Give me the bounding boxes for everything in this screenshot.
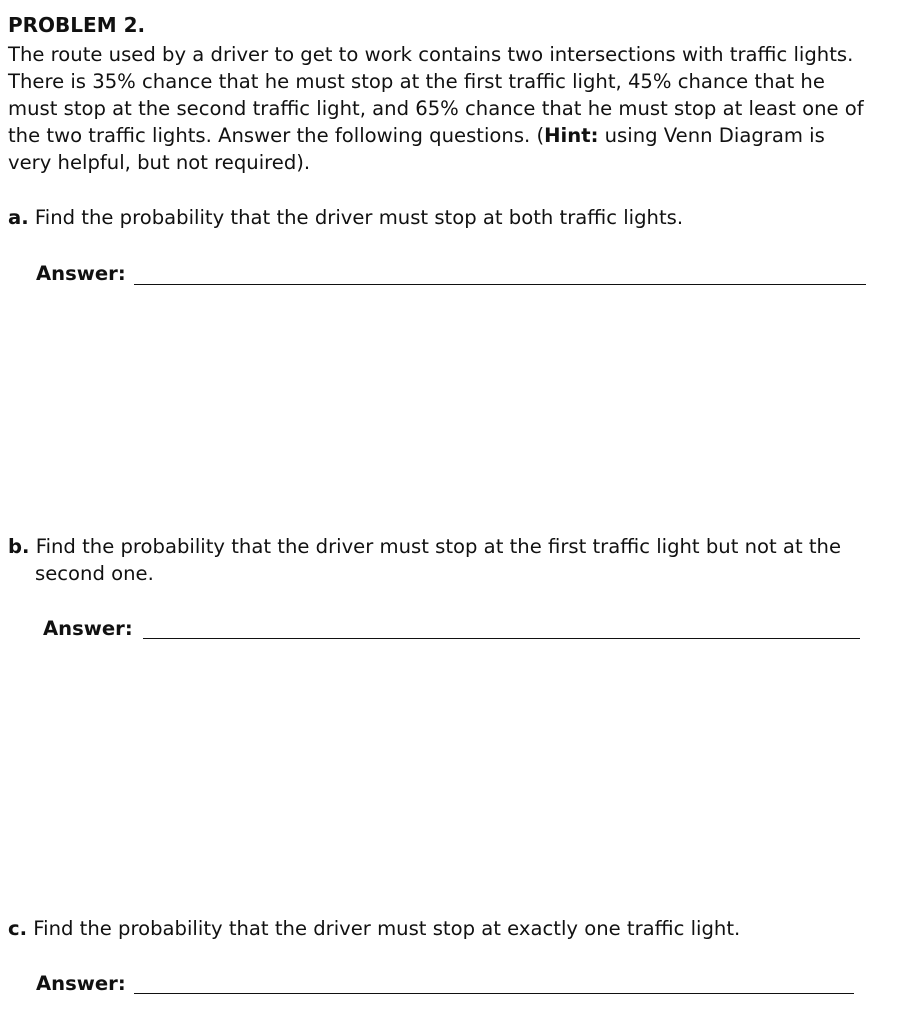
problem-text-line-1: The route used by a driver to get to work contains two intersections with traffic lights. [8,43,854,66]
question-b-text-line-2: second one. [35,562,154,585]
question-c-letter: c. [8,917,28,940]
problem-text-line-2: There is 35% chance that he must stop at the first traffic light, 45% chance that he [8,70,825,93]
question-c [8,915,740,942]
question-a [8,204,683,231]
question-b [8,533,841,560]
hint-text: using Venn Diagram is [598,124,825,147]
answer-a-label: Answer: [36,262,126,285]
answer-c-line[interactable] [134,993,854,994]
question-b-letter: b. [8,535,30,558]
question-b-text-line-1: Find the probability that the driver must stop at the first traffic light but not at the [35,535,842,558]
problem-text-line-3: must stop at the second traffic light, and 65% chance that he must stop at least one of [8,97,864,120]
problem-text-line-5: very helpful, but not required). [8,151,311,174]
answer-a-line[interactable] [134,284,866,285]
question-a-letter: a. [8,206,29,229]
problem-text-line-4 [8,122,825,149]
answer-c-label: Answer: [36,972,126,995]
problem-text-line-4-main: the two traffic lights. Answer the following questions. ( [8,124,545,147]
question-a-text: Find the probability that the driver must stop at both traffic lights. [34,206,684,229]
question-c-text: Find the probability that the driver must stop at exactly one traffic light. [33,917,741,940]
answer-b-line[interactable] [143,638,860,639]
answer-b-label: Answer: [43,617,133,640]
hint-label: Hint: [544,124,599,147]
problem-title: PROBLEM 2. [8,13,146,37]
